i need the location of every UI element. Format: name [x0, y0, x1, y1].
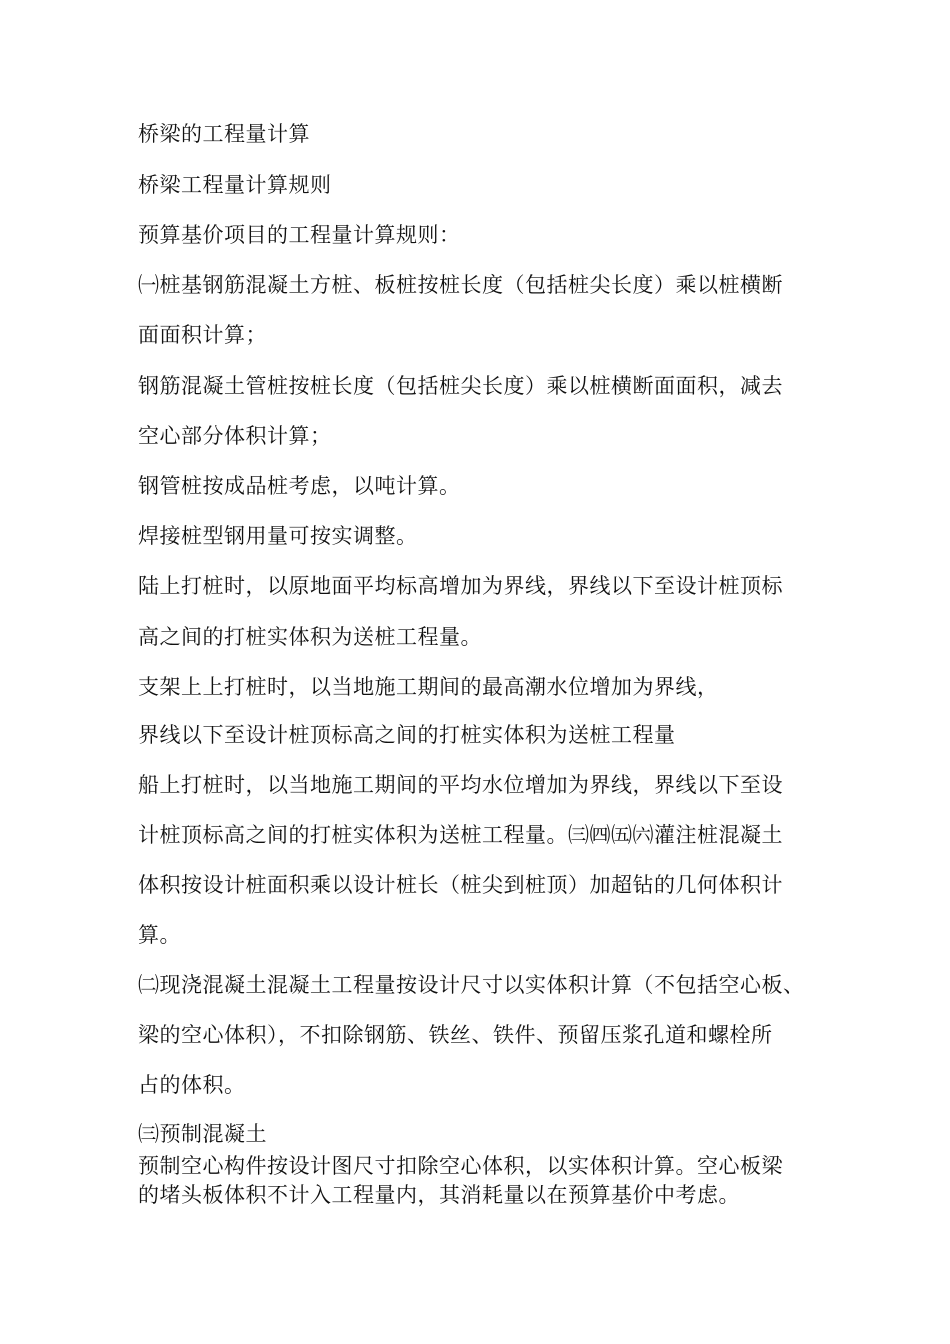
text-line: 船上打桩时，以当地施工期间的平均水位增加为界线，界线以下至设	[138, 773, 783, 797]
text-line: ㈠桩基钢筋混凝土方桩、板桩按桩长度（包括桩尖长度）乘以桩横断	[138, 273, 783, 297]
document-title: 桥梁的工程量计算	[138, 122, 310, 146]
text-line: 的堵头板体积不计入工程量内，其消耗量以在预算基价中考虑。	[138, 1183, 740, 1207]
text-line: ㈢预制混凝土	[138, 1122, 267, 1146]
text-line: 占的体积。	[138, 1073, 246, 1097]
text-line: 算。	[138, 923, 181, 947]
text-line: 预算基价项目的工程量计算规则：	[138, 223, 461, 247]
text-line: 高之间的打桩实体积为送桩工程量。	[138, 625, 482, 649]
text-line: 焊接桩型钢用量可按实调整。	[138, 524, 418, 548]
text-line: 钢管桩按成品桩考虑，以吨计算。	[138, 474, 461, 498]
text-line: 面面积计算；	[138, 323, 267, 347]
text-line: 计桩顶标高之间的打桩实体积为送桩工程量。㈢㈣㈤㈥灌注桩混凝土	[138, 823, 783, 847]
text-line: 梁的空心体积），不扣除钢筋、铁丝、铁件、预留压浆孔道和螺栓所	[138, 1023, 773, 1047]
text-line: 钢筋混凝土管桩按桩长度（包括桩尖长度）乘以桩横断面面积，减去	[138, 374, 783, 398]
text-line: 预制空心构件按设计图尺寸扣除空心体积，以实体积计算。空心板梁	[138, 1154, 783, 1178]
text-line: 支架上上打桩时，以当地施工期间的最高潮水位增加为界线，	[138, 675, 719, 699]
text-line: 体积按设计桩面积乘以设计桩长（桩尖到桩顶）加超钻的几何体积计	[138, 873, 783, 897]
section-heading: 桥梁工程量计算规则	[138, 173, 332, 197]
text-line: 陆上打桩时，以原地面平均标高增加为界线，界线以下至设计桩顶标	[138, 574, 783, 598]
text-line: ㈡现浇混凝土混凝土工程量按设计尺寸以实体积计算（不包括空心板、	[138, 973, 805, 997]
text-line: 空心部分体积计算；	[138, 424, 332, 448]
text-line: 界线以下至设计桩顶标高之间的打桩实体积为送桩工程量	[138, 723, 676, 747]
